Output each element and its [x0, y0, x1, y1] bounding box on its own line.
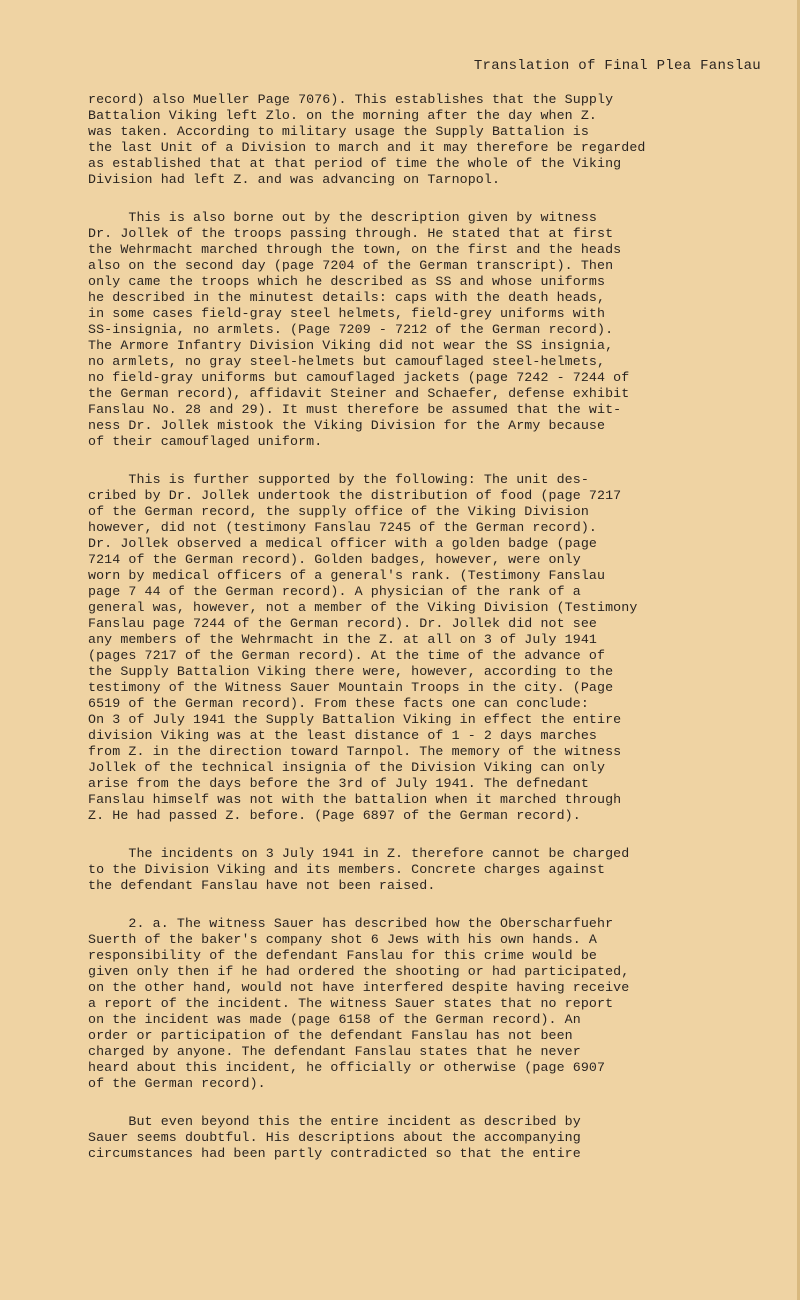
text-line: only came the troops which he described as SS and whose uniforms	[88, 274, 606, 289]
text-line: of the German record, the supply office of the Viking Division	[88, 504, 589, 519]
text-line: SS-insignia, no armlets. (Page 7209 - 7212 of the German record).	[88, 322, 614, 337]
paragraph	[88, 472, 768, 824]
text-line: Fanslau No. 28 and 29). It must therefore be assumed that the wit-	[88, 402, 622, 417]
text-line: 2. a. The witness Sauer has described how the Oberscharfuehr	[88, 916, 614, 931]
text-line: On 3 of July 1941 the Supply Battalion Viking in effect the entire	[88, 712, 622, 727]
text-line: Z. He had passed Z. before. (Page 6897 of the German record).	[88, 808, 581, 823]
text-line: Dr. Jollek observed a medical officer with a golden badge (page	[88, 536, 598, 551]
text-line: he described in the minutest details: caps with the death heads,	[88, 290, 606, 305]
paragraph-gap	[88, 450, 768, 472]
paragraph-gap	[88, 824, 768, 846]
paragraph	[88, 92, 768, 188]
paragraph-gap	[88, 188, 768, 210]
paragraph	[88, 1114, 768, 1162]
paragraph	[88, 846, 768, 894]
text-line: This is also borne out by the description given by witness	[88, 210, 598, 225]
text-line: Suerth of the baker's company shot 6 Jews with his own hands. A	[88, 932, 598, 947]
document-body	[88, 92, 768, 1162]
text-line: the Wehrmacht marched through the town, on the first and the heads	[88, 242, 622, 257]
text-line: 6519 of the German record). From these facts one can conclude:	[88, 696, 589, 711]
text-line: arise from the days before the 3rd of July 1941. The defnedant	[88, 776, 589, 791]
text-line: But even beyond this the entire incident as described by	[88, 1114, 581, 1129]
text-line: (pages 7217 of the German record). At the time of the advance of	[88, 648, 606, 663]
text-line: of the German record).	[88, 1076, 266, 1091]
text-line: however, did not (testimony Fanslau 7245 of the German record).	[88, 520, 598, 535]
text-line: in some cases field-gray steel helmets, field-grey uniforms with	[88, 306, 606, 321]
text-line: This is further supported by the following: The unit des-	[88, 472, 589, 487]
text-line: of their camouflaged uniform.	[88, 434, 323, 449]
text-line: testimony of the Witness Sauer Mountain Troops in the city. (Page	[88, 680, 614, 695]
text-line: cribed by Dr. Jollek undertook the distribution of food (page 7217	[88, 488, 622, 503]
text-line: circumstances had been partly contradicted so that the entire	[88, 1146, 581, 1161]
text-line: was taken. According to military usage the Supply Battalion is	[88, 124, 589, 139]
text-line: responsibility of the defendant Fanslau for this crime would be	[88, 948, 598, 963]
text-line: page 7 44 of the German record). A physician of the rank of a	[88, 584, 581, 599]
text-line: no field-gray uniforms but camouflaged jackets (page 7242 - 7244 of	[88, 370, 630, 385]
page-header: Translation of Final Plea Fanslau	[473, 58, 761, 74]
text-line: general was, however, not a member of the Viking Division (Testimony	[88, 600, 638, 615]
text-line: Fanslau page 7244 of the German record). Dr. Jollek did not see	[88, 616, 598, 631]
text-line: ness Dr. Jollek mistook the Viking Division for the Army because	[88, 418, 606, 433]
paragraph-gap	[88, 1092, 768, 1114]
text-line: the Supply Battalion Viking there were, however, according to the	[88, 664, 614, 679]
text-line: order or participation of the defendant Fanslau has not been	[88, 1028, 573, 1043]
text-line: on the other hand, would not have interfered despite having receive	[88, 980, 630, 995]
text-line: to the Division Viking and its members. Concrete charges against	[88, 862, 606, 877]
text-line: charged by anyone. The defendant Fanslau states that he never	[88, 1044, 581, 1059]
paragraph	[88, 210, 768, 450]
text-line: on the incident was made (page 6158 of the German record). An	[88, 1012, 581, 1027]
text-line: the German record), affidavit Steiner and Schaefer, defense exhibit	[88, 386, 630, 401]
text-line: Fanslau himself was not with the battalion when it marched through	[88, 792, 622, 807]
text-line: Sauer seems doubtful. His descriptions about the accompanying	[88, 1130, 581, 1145]
paragraph	[88, 916, 768, 1092]
text-line: worn by medical officers of a general's rank. (Testimony Fanslau	[88, 568, 606, 583]
paragraph-gap	[88, 894, 768, 916]
text-line: from Z. in the direction toward Tarnpol. The memory of the witness	[88, 744, 622, 759]
text-line: record) also Mueller Page 7076). This establishes that the Supply	[88, 92, 614, 107]
text-line: The incidents on 3 July 1941 in Z. therefore cannot be charged	[88, 846, 630, 861]
text-line: a report of the incident. The witness Sauer states that no report	[88, 996, 614, 1011]
text-line: Dr. Jollek of the troops passing through. He stated that at first	[88, 226, 614, 241]
text-line: as established that at that period of time the whole of the Viking	[88, 156, 622, 171]
text-line: 7214 of the German record). Golden badges, however, were only	[88, 552, 581, 567]
text-line: The Armore Infantry Division Viking did not wear the SS insignia,	[88, 338, 614, 353]
text-line: any members of the Wehrmacht in the Z. at all on 3 of July 1941	[88, 632, 598, 647]
text-line: heard about this incident, he officially or otherwise (page 6907	[88, 1060, 606, 1075]
text-line: given only then if he had ordered the shooting or had participated,	[88, 964, 630, 979]
text-line: Jollek of the technical insignia of the Division Viking can only	[88, 760, 606, 775]
text-line: also on the second day (page 7204 of the German transcript). Then	[88, 258, 614, 273]
text-line: the last Unit of a Division to march and it may therefore be regarded	[88, 140, 646, 155]
text-line: no armlets, no gray steel-helmets but camouflaged steel-helmets,	[88, 354, 606, 369]
text-line: division Viking was at the least distance of 1 - 2 days marches	[88, 728, 598, 743]
text-line: Division had left Z. and was advancing on Tarnopol.	[88, 172, 501, 187]
text-line: Battalion Viking left Zlo. on the morning after the day when Z.	[88, 108, 598, 123]
text-line: the defendant Fanslau have not been raised.	[88, 878, 436, 893]
